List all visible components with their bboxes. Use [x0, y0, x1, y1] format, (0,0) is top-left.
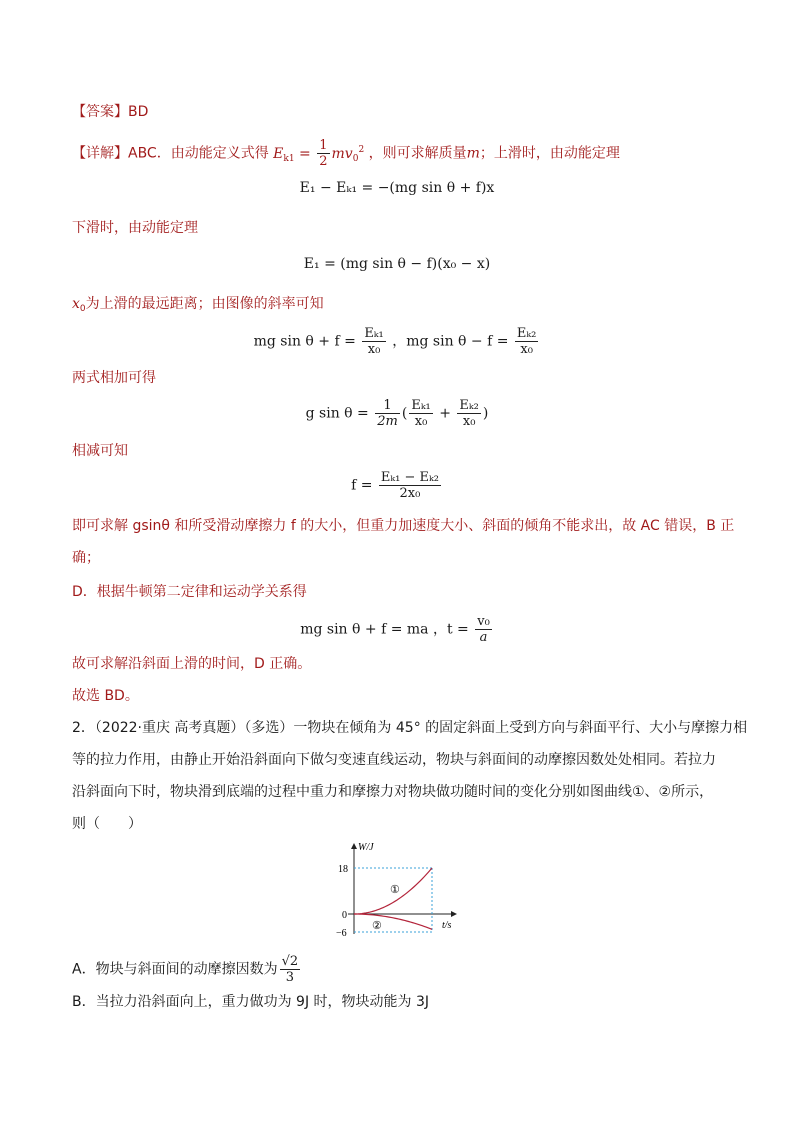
- question-line-2: 等的拉力作用，由静止开始沿斜面向下做匀变速直线运动，物块与斜面间的动摩擦因数处处相同。若拉力: [72, 752, 716, 768]
- detail-intro-text: ABC．由动能定义式得: [128, 145, 269, 162]
- conclusion-line-1: 即可求解 gsinθ 和所受滑动摩擦力 f 的大小，但重力加速度大小、斜面的倾角不能求出，故 AC 错误，B 正: [72, 518, 735, 534]
- text-down: 下滑时，由动能定理: [72, 220, 198, 236]
- d-text: D．根据牛顿第二定律和运动学关系得: [72, 584, 307, 600]
- question-line-1: 2．（2022·重庆 高考真题）（多选）一物块在倾角为 45° 的固定斜面上受到方向与斜面平行、大小与摩擦力相: [72, 720, 748, 736]
- equation-5: f = $\frac{\text{Eₖ₁ − Eₖ₂}}{\text{2x₀}}$: [351, 470, 439, 501]
- equation-2: E₁ = (mg sin θ − f)(x₀ − x): [303, 256, 491, 272]
- series-2-label: ②: [372, 920, 382, 932]
- work-time-chart: [330, 836, 465, 946]
- series-2-curve: [354, 914, 432, 929]
- y-tick-18: 18: [338, 864, 348, 875]
- text-slope: $x_0$为上滑的最远距离；由图像的斜率可知: [72, 296, 324, 314]
- option-a-fraction: $\frac{√2}{3}$: [281, 954, 299, 985]
- question-line-3: 沿斜面向下时，物块滑到底端的过程中重力和摩擦力对物块做功随时间的变化分别如图曲线①、②所示，: [72, 784, 714, 800]
- mass-symbol: m: [466, 145, 480, 162]
- option-b: B．当拉力沿斜面向上，重力做功为 9J 时，物块动能为 3J: [72, 994, 430, 1010]
- y-axis-label: W/J: [358, 842, 374, 853]
- equation-4: g sin θ = $\frac{1}{2m}$ ( $\frac{\text{Eₖ₁}}{\text{x₀}}$ + $\frac{\text{Eₖ₂}}{\text{x₀}}$ ): [305, 398, 489, 429]
- equation-6: mg sin θ + f = ma ，t = $\frac{\text{v₀}}{a}$: [300, 614, 490, 645]
- question-line-4: 则（ ）: [72, 816, 142, 832]
- y-tick-minus6: −6: [336, 928, 347, 939]
- option-a: A．物块与斜面间的动摩擦因数为 $\frac{√2}{3}$: [72, 954, 299, 985]
- detail-intro: 【详解】ABC．由动能定义式得 $E_{k1}$ = $\frac{1}{2}$ $mv_0^2$ ，则可求解质量m；上滑时，由动能定理: [72, 138, 620, 169]
- text-add: 两式相加可得: [72, 370, 156, 386]
- text-subtract: 相减可知: [72, 443, 128, 459]
- d-conclusion: 故可求解沿斜面上滑的时间，D 正确。: [72, 656, 312, 672]
- y-tick-0: 0: [342, 910, 347, 921]
- answer-tag: 【答案】: [72, 104, 128, 120]
- answer-line: [72, 102, 148, 122]
- conclusion-line-2: 确；: [72, 550, 100, 566]
- kinetic-energy-formula: $E_{k1}$ = $\frac{1}{2}$ $mv_0^2$: [273, 138, 365, 169]
- answer-value: BD: [128, 104, 149, 120]
- equation-3: mg sin θ + f = $\frac{\text{Eₖ₁}}{\text{x₀}}$ ，mg sin θ − f = $\frac{\text{Eₖ₂}}{\text{x₀}}$: [253, 326, 537, 357]
- detail-tag: 【详解】: [72, 145, 128, 162]
- equation-1: E₁ − Eₖ₁ = −(mg sin θ + f)x: [299, 180, 495, 196]
- final-answer: 故选 BD。: [72, 688, 139, 704]
- series-1-label: ①: [390, 884, 400, 896]
- x-axis-label: t/s: [442, 920, 452, 931]
